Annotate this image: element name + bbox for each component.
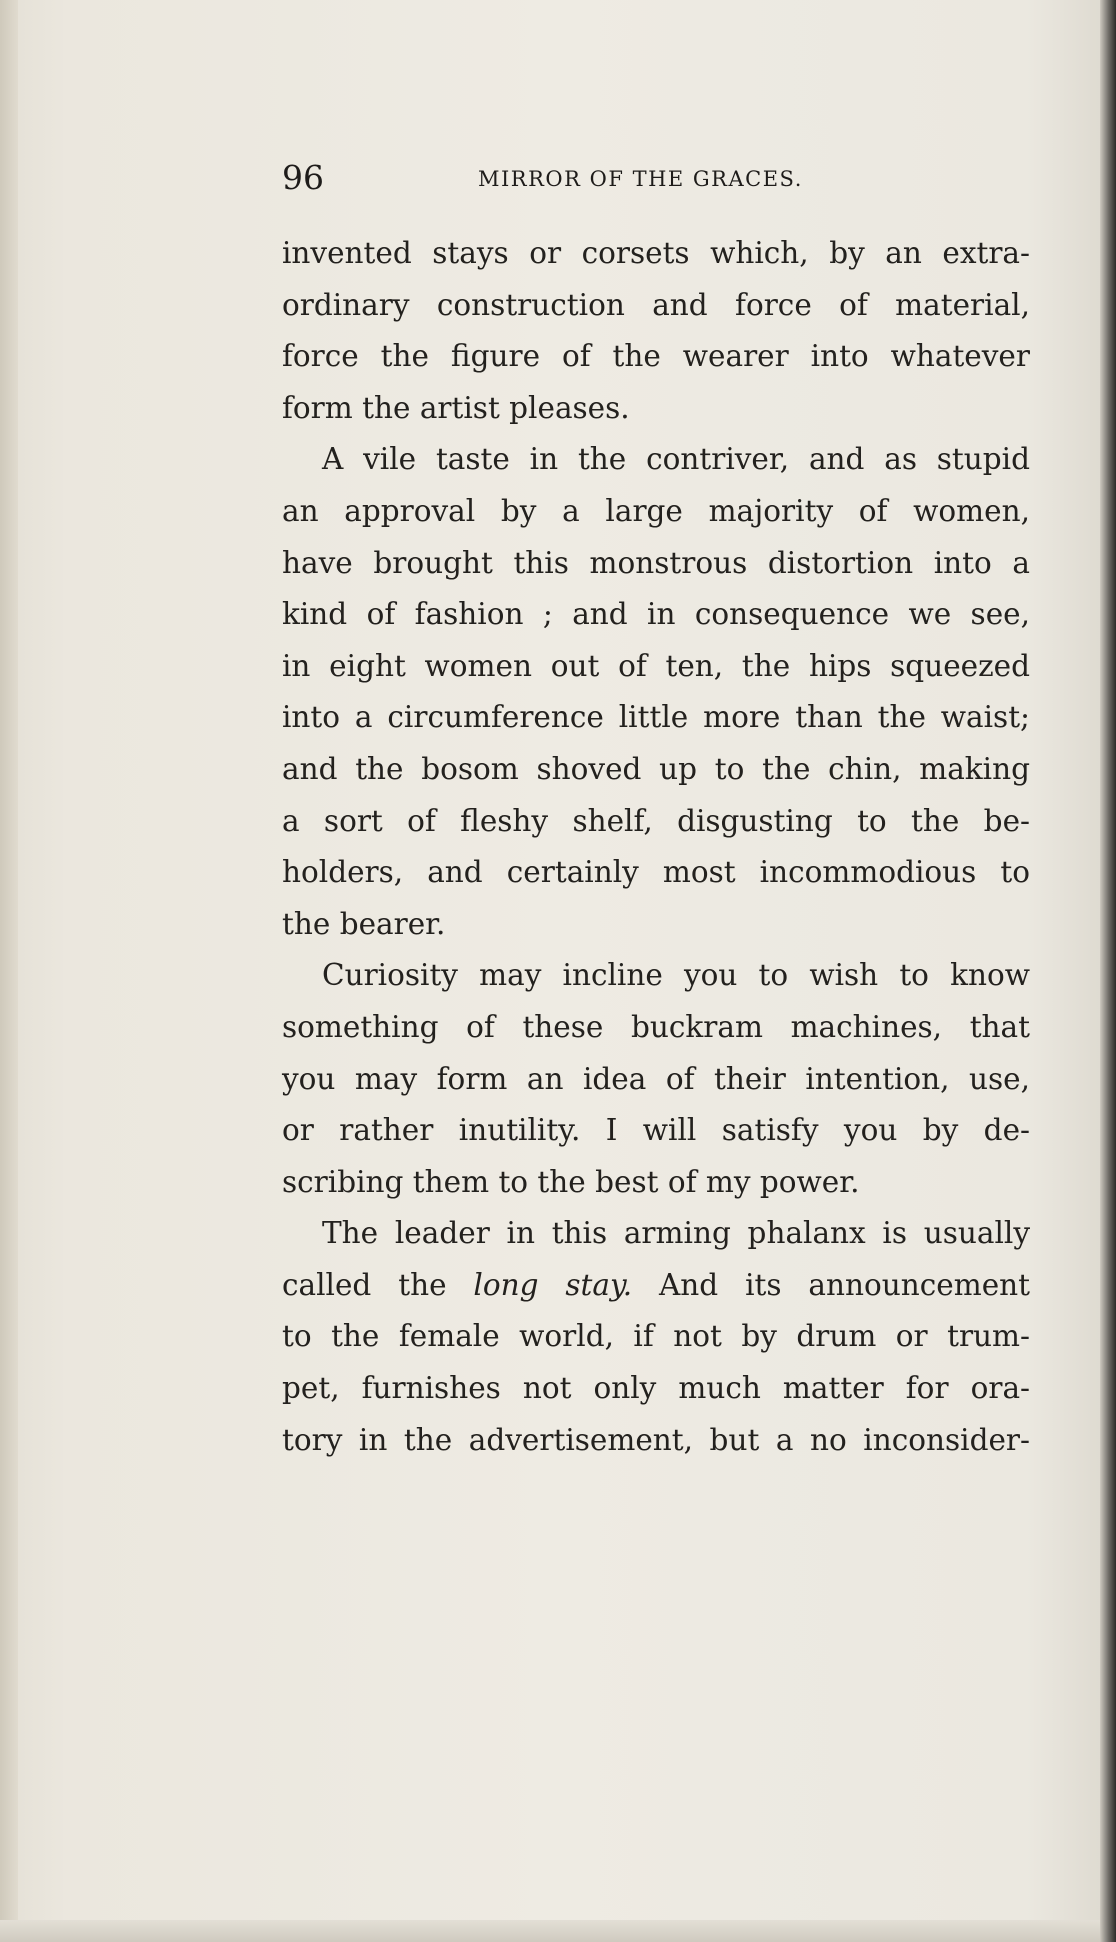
text-line: Curiosity may incline you to wish to know [322,958,1030,993]
page-left-edge [0,0,18,1942]
page-number: 96 [282,158,324,197]
text-line: holders, and certainly most incommodious to [282,855,1030,890]
text-line: ordinary construction and force of material, [282,287,1030,322]
text-line: invented stays or corsets which, by an extra- [282,236,1030,270]
text-line: and the bosom shoved up to the chin, making [282,751,1030,786]
text-line: The leader in this arming phalanx is usually [322,1216,1030,1251]
running-head: MIRROR OF THE GRACES. [478,167,803,191]
text-line-start: called the [282,1267,474,1302]
italic-term: long stay. [473,1267,633,1302]
text-line: form the artist pleases. [282,390,630,425]
text-line: scribing them to the best of my power. [282,1164,860,1199]
text-line: or rather inutility. I will satisfy you by de- [282,1113,1030,1148]
page-bottom-edge [0,1920,1100,1942]
text-line: to the female world, if not by drum or trum- [282,1319,1030,1354]
text-line: an approval by a large majority of women, [282,493,1030,528]
text-line: pet, furnishes not only much matter for ora- [282,1371,1030,1406]
text-line: into a circumference little more than the waist; [282,700,1030,735]
text-line: in eight women out of ten, the hips squeezed [282,648,1030,683]
text-line-with-italic [282,1260,1030,1312]
text-line: A vile taste in the contriver, and as stupid [322,442,1030,477]
text-line: have brought this monstrous distortion into a [282,545,1030,580]
text-line: the bearer. [282,906,446,941]
spine-shadow [1100,0,1116,1942]
body-text [282,228,1030,1466]
text-line: force the figure of the wearer into whatever [282,339,1030,374]
text-line: a sort of fleshy shelf, disgusting to the be- [282,803,1030,838]
page-header [282,158,1022,198]
text-line: kind of fashion ; and in consequence we see, [282,597,1030,632]
text-line: you may form an idea of their intention, use, [282,1061,1030,1096]
text-line: tory in the advertisement, but a no inconsider- [282,1422,1030,1457]
text-line: something of these buckram machines, that [282,1009,1030,1044]
text-line-end: And its announcement [632,1267,1031,1302]
